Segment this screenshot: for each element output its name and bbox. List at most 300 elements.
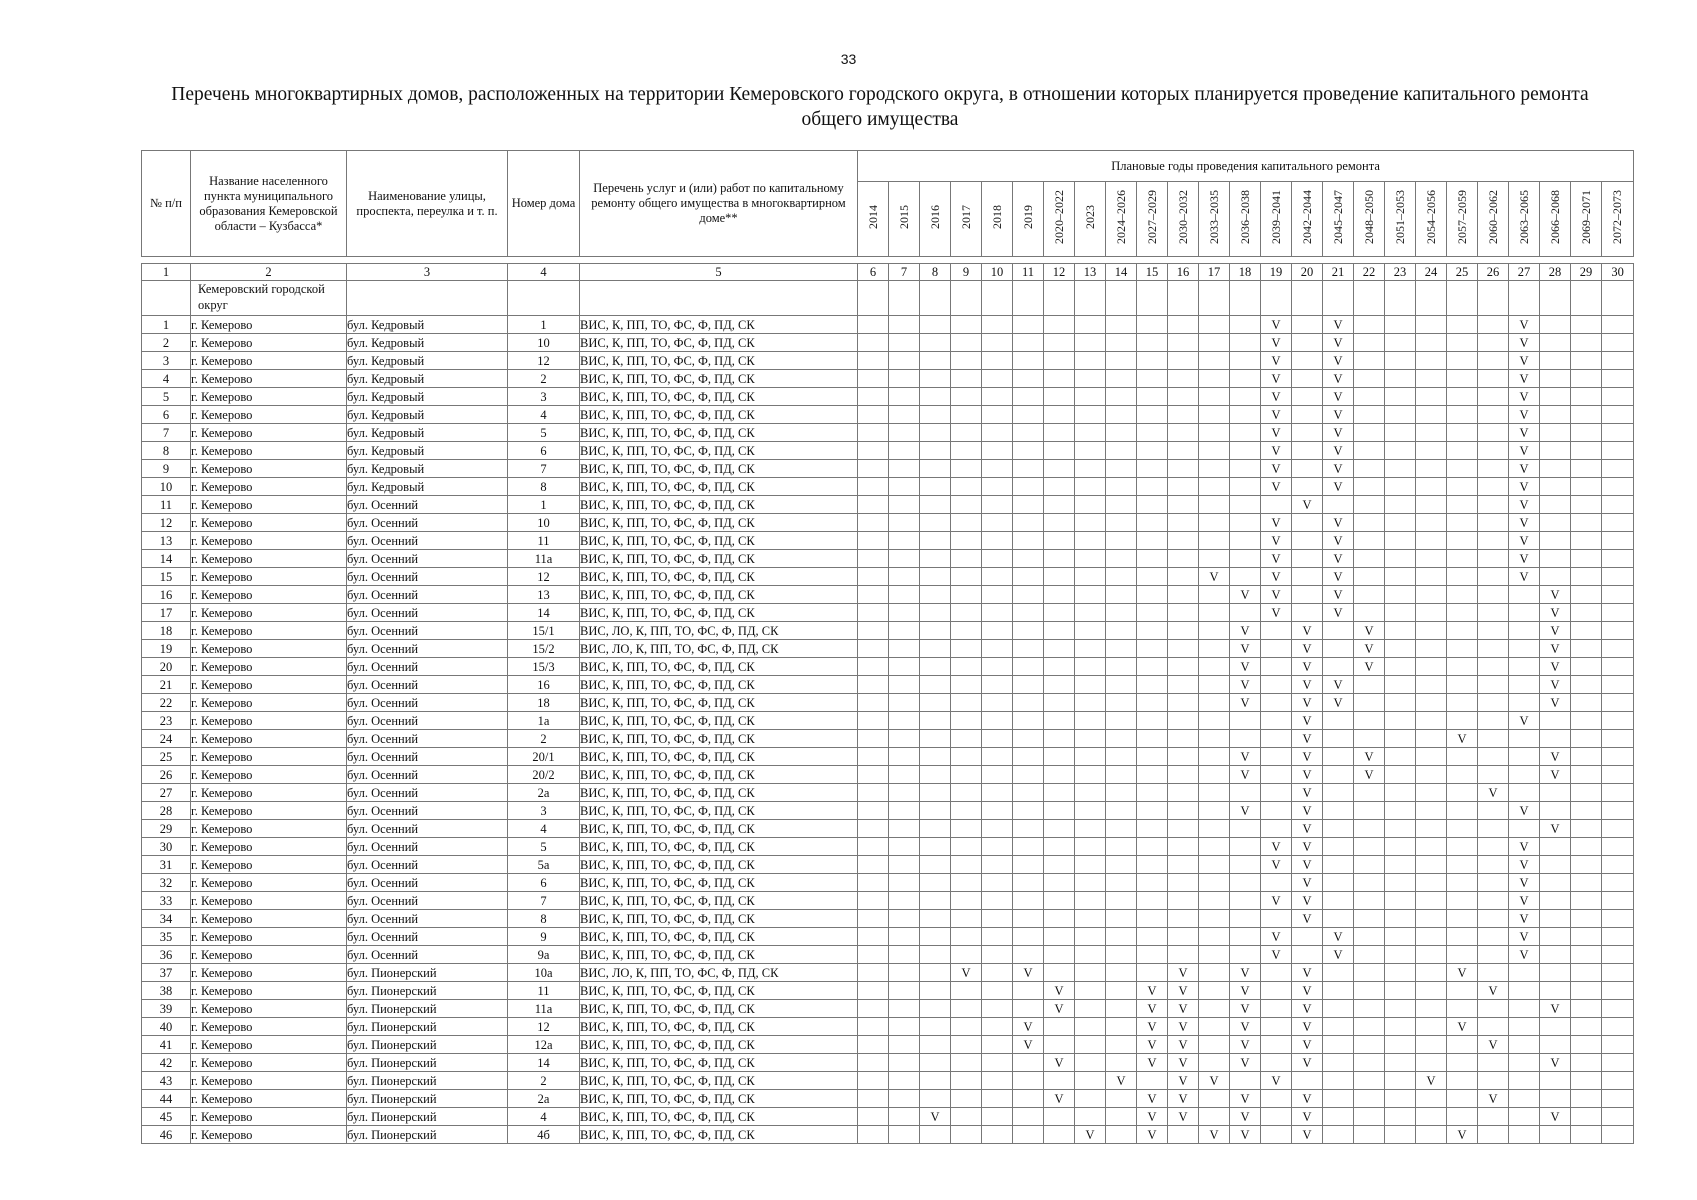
municipality-cell: г. Кемерово bbox=[191, 550, 347, 568]
house-number-cell: 6 bbox=[508, 874, 580, 892]
street-cell: бул. Пионерский bbox=[347, 1090, 508, 1108]
row-number: 16 bbox=[142, 586, 191, 604]
year-mark-cell bbox=[951, 532, 982, 550]
year-mark-cell bbox=[1137, 406, 1168, 424]
year-mark-cell bbox=[1571, 424, 1602, 442]
row-number: 42 bbox=[142, 1054, 191, 1072]
year-mark-cell: V bbox=[1323, 424, 1354, 442]
house-number-cell: 13 bbox=[508, 586, 580, 604]
year-mark-cell bbox=[1540, 910, 1571, 928]
municipality-cell: г. Кемерово bbox=[191, 802, 347, 820]
year-mark-cell bbox=[1106, 388, 1137, 406]
column-number: 1 bbox=[142, 264, 191, 281]
year-mark-cell bbox=[951, 1000, 982, 1018]
year-mark-cell bbox=[889, 874, 920, 892]
house-number-cell: 15/3 bbox=[508, 658, 580, 676]
year-mark-cell: V bbox=[1137, 982, 1168, 1000]
year-mark-cell bbox=[1199, 550, 1230, 568]
year-mark-cell: V bbox=[1292, 622, 1323, 640]
municipality-cell: г. Кемерово bbox=[191, 316, 347, 334]
year-mark-cell bbox=[1385, 586, 1416, 604]
municipality-cell: г. Кемерово bbox=[191, 622, 347, 640]
year-mark-cell bbox=[1013, 820, 1044, 838]
year-mark-cell bbox=[889, 1018, 920, 1036]
year-mark-cell bbox=[1044, 874, 1075, 892]
year-mark-cell bbox=[982, 946, 1013, 964]
year-mark-cell: V bbox=[1230, 982, 1261, 1000]
year-mark-cell bbox=[1013, 748, 1044, 766]
works-cell: ВИС, К, ПП, ТО, ФС, Ф, ПД, СК bbox=[580, 1054, 858, 1072]
year-mark-cell bbox=[920, 766, 951, 784]
year-mark-cell bbox=[1416, 892, 1447, 910]
year-mark-cell bbox=[1075, 388, 1106, 406]
year-mark-cell bbox=[1385, 550, 1416, 568]
column-number: 25 bbox=[1447, 264, 1478, 281]
year-mark-cell: V bbox=[1323, 946, 1354, 964]
year-mark-cell bbox=[1199, 1000, 1230, 1018]
year-mark-cell bbox=[1447, 874, 1478, 892]
year-mark-cell bbox=[1385, 1054, 1416, 1072]
year-mark-cell bbox=[1354, 946, 1385, 964]
year-label: 2039–2041 bbox=[1268, 190, 1283, 244]
year-mark-cell bbox=[1571, 748, 1602, 766]
year-mark-cell bbox=[1013, 712, 1044, 730]
year-mark-cell bbox=[1478, 910, 1509, 928]
year-mark-cell bbox=[1230, 874, 1261, 892]
year-mark-cell bbox=[1261, 1018, 1292, 1036]
year-mark-cell: V bbox=[1261, 388, 1292, 406]
year-mark-cell bbox=[1416, 838, 1447, 856]
year-mark-cell bbox=[982, 874, 1013, 892]
year-mark-cell bbox=[1013, 676, 1044, 694]
year-mark-cell bbox=[1323, 802, 1354, 820]
year-mark-cell bbox=[1106, 802, 1137, 820]
year-mark-cell bbox=[1137, 1072, 1168, 1090]
year-mark-cell bbox=[1478, 496, 1509, 514]
year-mark-cell bbox=[951, 784, 982, 802]
year-mark-cell bbox=[1168, 406, 1199, 424]
year-mark-cell bbox=[1106, 604, 1137, 622]
year-mark-cell bbox=[1571, 802, 1602, 820]
year-mark-cell: V bbox=[1540, 766, 1571, 784]
year-mark-cell bbox=[1261, 1036, 1292, 1054]
year-mark-cell bbox=[982, 838, 1013, 856]
year-mark-cell bbox=[1354, 784, 1385, 802]
year-mark-cell bbox=[1447, 568, 1478, 586]
column-number: 14 bbox=[1106, 264, 1137, 281]
year-mark-cell bbox=[1602, 784, 1634, 802]
year-mark-cell: V bbox=[1013, 1036, 1044, 1054]
year-mark-cell bbox=[1540, 334, 1571, 352]
year-mark-cell bbox=[1416, 964, 1447, 982]
year-mark-cell bbox=[1478, 514, 1509, 532]
year-mark-cell bbox=[1354, 1090, 1385, 1108]
year-mark-cell bbox=[1168, 748, 1199, 766]
street-cell: бул. Осенний bbox=[347, 910, 508, 928]
year-mark-cell bbox=[920, 352, 951, 370]
year-mark-cell bbox=[982, 928, 1013, 946]
row-number: 37 bbox=[142, 964, 191, 982]
year-mark-cell bbox=[1044, 514, 1075, 532]
year-mark-cell bbox=[1571, 658, 1602, 676]
year-mark-cell bbox=[1571, 334, 1602, 352]
year-mark-cell bbox=[1323, 820, 1354, 838]
year-mark-cell bbox=[982, 442, 1013, 460]
year-mark-cell bbox=[1416, 370, 1447, 388]
year-mark-cell bbox=[1106, 856, 1137, 874]
year-mark-cell bbox=[1540, 478, 1571, 496]
year-mark-cell bbox=[1602, 1072, 1634, 1090]
year-mark-cell bbox=[1137, 928, 1168, 946]
municipality-cell: г. Кемерово bbox=[191, 640, 347, 658]
year-mark-cell bbox=[1013, 1072, 1044, 1090]
year-mark-cell bbox=[1168, 388, 1199, 406]
table-row bbox=[142, 766, 1634, 784]
street-cell: бул. Кедровый bbox=[347, 460, 508, 478]
row-number: 31 bbox=[142, 856, 191, 874]
year-mark-cell bbox=[858, 478, 889, 496]
year-mark-cell bbox=[920, 748, 951, 766]
year-mark-cell bbox=[1602, 712, 1634, 730]
year-mark-cell: V bbox=[1230, 1090, 1261, 1108]
year-mark-cell bbox=[1075, 784, 1106, 802]
year-mark-cell bbox=[1075, 910, 1106, 928]
year-mark-cell bbox=[1478, 766, 1509, 784]
year-mark-cell bbox=[1385, 784, 1416, 802]
year-mark-cell bbox=[1447, 712, 1478, 730]
works-cell: ВИС, К, ПП, ТО, ФС, Ф, ПД, СК bbox=[580, 892, 858, 910]
works-cell: ВИС, К, ПП, ТО, ФС, Ф, ПД, СК bbox=[580, 478, 858, 496]
year-mark-cell bbox=[1137, 604, 1168, 622]
year-mark-cell bbox=[1509, 748, 1540, 766]
year-mark-cell: V bbox=[1044, 1000, 1075, 1018]
year-mark-cell bbox=[1540, 460, 1571, 478]
year-mark-cell: V bbox=[1292, 1108, 1323, 1126]
year-mark-cell bbox=[858, 964, 889, 982]
row-number: 2 bbox=[142, 334, 191, 352]
row-number: 10 bbox=[142, 478, 191, 496]
year-mark-cell: V bbox=[1261, 892, 1292, 910]
year-mark-cell: V bbox=[1323, 334, 1354, 352]
year-mark-cell bbox=[1571, 1072, 1602, 1090]
street-cell: бул. Осенний bbox=[347, 568, 508, 586]
year-mark-cell bbox=[1385, 838, 1416, 856]
year-mark-cell bbox=[889, 1126, 920, 1144]
year-mark-cell bbox=[858, 874, 889, 892]
year-mark-cell bbox=[1354, 982, 1385, 1000]
year-mark-cell bbox=[1106, 730, 1137, 748]
street-cell: бул. Пионерский bbox=[347, 1018, 508, 1036]
year-mark-cell bbox=[1106, 694, 1137, 712]
year-mark-cell bbox=[920, 334, 951, 352]
year-header bbox=[1478, 182, 1509, 257]
year-mark-cell bbox=[1385, 802, 1416, 820]
year-mark-cell bbox=[1292, 442, 1323, 460]
year-mark-cell bbox=[1106, 1036, 1137, 1054]
year-mark-cell: V bbox=[1261, 928, 1292, 946]
municipality-cell: г. Кемерово bbox=[191, 838, 347, 856]
year-mark-cell: V bbox=[1509, 712, 1540, 730]
row-number: 36 bbox=[142, 946, 191, 964]
row-number: 32 bbox=[142, 874, 191, 892]
year-mark-cell bbox=[1416, 802, 1447, 820]
year-mark-cell bbox=[1540, 892, 1571, 910]
year-mark-cell bbox=[1261, 874, 1292, 892]
year-mark-cell bbox=[1199, 730, 1230, 748]
year-mark-cell: V bbox=[1230, 622, 1261, 640]
year-mark-cell: V bbox=[1137, 1018, 1168, 1036]
year-mark-cell bbox=[1602, 694, 1634, 712]
year-mark-cell bbox=[1199, 1090, 1230, 1108]
year-mark-cell: V bbox=[1540, 694, 1571, 712]
year-mark-cell bbox=[1075, 730, 1106, 748]
year-mark-cell: V bbox=[1540, 820, 1571, 838]
year-mark-cell bbox=[889, 1000, 920, 1018]
year-mark-cell bbox=[1261, 496, 1292, 514]
year-mark-cell bbox=[1447, 658, 1478, 676]
year-mark-cell bbox=[1075, 874, 1106, 892]
year-header bbox=[889, 182, 920, 257]
year-mark-cell: V bbox=[1323, 406, 1354, 424]
year-mark-cell bbox=[1013, 388, 1044, 406]
year-mark-cell bbox=[1540, 856, 1571, 874]
year-header bbox=[1354, 182, 1385, 257]
house-number-cell: 20/1 bbox=[508, 748, 580, 766]
year-mark-cell bbox=[920, 622, 951, 640]
year-mark-cell: V bbox=[1230, 1126, 1261, 1144]
year-mark-cell: V bbox=[1106, 1072, 1137, 1090]
year-mark-cell bbox=[1385, 532, 1416, 550]
house-number-cell: 15/2 bbox=[508, 640, 580, 658]
year-mark-cell bbox=[1509, 1018, 1540, 1036]
column-number: 9 bbox=[951, 264, 982, 281]
year-mark-cell bbox=[1044, 892, 1075, 910]
year-mark-cell bbox=[1540, 532, 1571, 550]
table-row bbox=[142, 838, 1634, 856]
year-mark-cell bbox=[1168, 856, 1199, 874]
year-mark-cell bbox=[1075, 712, 1106, 730]
year-mark-cell bbox=[1385, 1126, 1416, 1144]
municipality-cell: г. Кемерово bbox=[191, 1054, 347, 1072]
works-cell: ВИС, К, ПП, ТО, ФС, Ф, ПД, СК bbox=[580, 1000, 858, 1018]
year-mark-cell: V bbox=[1509, 514, 1540, 532]
year-mark-cell: V bbox=[1044, 1090, 1075, 1108]
year-mark-cell bbox=[1323, 838, 1354, 856]
year-mark-cell bbox=[1106, 946, 1137, 964]
year-mark-cell bbox=[1354, 532, 1385, 550]
row-number: 35 bbox=[142, 928, 191, 946]
year-mark-cell bbox=[1199, 982, 1230, 1000]
year-mark-cell bbox=[1199, 424, 1230, 442]
year-mark-cell bbox=[1385, 1072, 1416, 1090]
table-row bbox=[142, 982, 1634, 1000]
year-mark-cell bbox=[1075, 856, 1106, 874]
year-mark-cell bbox=[889, 532, 920, 550]
year-mark-cell bbox=[1199, 478, 1230, 496]
street-cell: бул. Осенний bbox=[347, 928, 508, 946]
year-mark-cell: V bbox=[1509, 532, 1540, 550]
year-mark-cell: V bbox=[1261, 334, 1292, 352]
year-mark-cell bbox=[1013, 316, 1044, 334]
street-cell: бул. Кедровый bbox=[347, 370, 508, 388]
year-mark-cell bbox=[1416, 1126, 1447, 1144]
table-row bbox=[142, 568, 1634, 586]
year-mark-cell bbox=[1199, 1108, 1230, 1126]
year-header bbox=[1168, 182, 1199, 257]
year-mark-cell bbox=[1199, 1036, 1230, 1054]
year-mark-cell bbox=[1075, 982, 1106, 1000]
year-mark-cell bbox=[1137, 478, 1168, 496]
year-mark-cell bbox=[1013, 640, 1044, 658]
row-number: 44 bbox=[142, 1090, 191, 1108]
year-mark-cell bbox=[1168, 730, 1199, 748]
year-mark-cell bbox=[1292, 334, 1323, 352]
row-number: 12 bbox=[142, 514, 191, 532]
year-mark-cell bbox=[1013, 604, 1044, 622]
year-mark-cell bbox=[951, 856, 982, 874]
house-number-cell: 10 bbox=[508, 514, 580, 532]
municipality-cell: г. Кемерово bbox=[191, 694, 347, 712]
year-mark-cell bbox=[1354, 676, 1385, 694]
year-mark-cell bbox=[1199, 532, 1230, 550]
year-mark-cell bbox=[1013, 856, 1044, 874]
year-mark-cell bbox=[982, 406, 1013, 424]
row-number: 40 bbox=[142, 1018, 191, 1036]
year-mark-cell: V bbox=[1013, 1018, 1044, 1036]
year-mark-cell bbox=[1013, 442, 1044, 460]
year-mark-cell: V bbox=[1261, 460, 1292, 478]
year-mark-cell bbox=[1137, 820, 1168, 838]
year-header bbox=[1602, 182, 1634, 257]
year-mark-cell bbox=[1354, 334, 1385, 352]
year-mark-cell bbox=[1075, 550, 1106, 568]
year-mark-cell bbox=[982, 1108, 1013, 1126]
year-mark-cell bbox=[1571, 406, 1602, 424]
year-mark-cell bbox=[1230, 370, 1261, 388]
year-mark-cell bbox=[982, 388, 1013, 406]
year-mark-cell bbox=[1292, 478, 1323, 496]
year-mark-cell bbox=[1292, 928, 1323, 946]
year-mark-cell bbox=[1354, 514, 1385, 532]
year-mark-cell bbox=[858, 1072, 889, 1090]
year-mark-cell bbox=[1447, 460, 1478, 478]
year-mark-cell bbox=[1416, 514, 1447, 532]
year-mark-cell bbox=[1199, 946, 1230, 964]
year-mark-cell bbox=[1447, 1000, 1478, 1018]
year-mark-cell bbox=[1106, 478, 1137, 496]
year-mark-cell bbox=[1292, 460, 1323, 478]
year-mark-cell bbox=[1447, 316, 1478, 334]
row-number: 5 bbox=[142, 388, 191, 406]
year-mark-cell bbox=[1075, 1108, 1106, 1126]
year-mark-cell bbox=[1075, 802, 1106, 820]
year-mark-cell: V bbox=[1168, 982, 1199, 1000]
year-mark-cell bbox=[1571, 784, 1602, 802]
year-mark-cell: V bbox=[1323, 928, 1354, 946]
year-mark-cell bbox=[858, 406, 889, 424]
year-mark-cell bbox=[1013, 892, 1044, 910]
column-number: 17 bbox=[1199, 264, 1230, 281]
year-mark-cell bbox=[1385, 514, 1416, 532]
year-mark-cell bbox=[1323, 496, 1354, 514]
year-mark-cell bbox=[982, 1036, 1013, 1054]
year-mark-cell bbox=[1199, 352, 1230, 370]
year-mark-cell: V bbox=[1509, 496, 1540, 514]
year-mark-cell: V bbox=[1447, 964, 1478, 982]
year-mark-cell bbox=[982, 802, 1013, 820]
year-mark-cell bbox=[1354, 604, 1385, 622]
year-mark-cell: V bbox=[1230, 748, 1261, 766]
year-mark-cell bbox=[889, 514, 920, 532]
house-number-cell: 3 bbox=[508, 802, 580, 820]
year-mark-cell bbox=[858, 658, 889, 676]
year-mark-cell bbox=[1602, 982, 1634, 1000]
year-mark-cell: V bbox=[1478, 784, 1509, 802]
column-number: 29 bbox=[1571, 264, 1602, 281]
year-mark-cell bbox=[1385, 1018, 1416, 1036]
year-mark-cell bbox=[1323, 622, 1354, 640]
year-mark-cell bbox=[1509, 784, 1540, 802]
year-mark-cell bbox=[1478, 1126, 1509, 1144]
year-mark-cell bbox=[951, 928, 982, 946]
column-number: 16 bbox=[1168, 264, 1199, 281]
house-number-cell: 8 bbox=[508, 478, 580, 496]
year-mark-cell: V bbox=[1292, 766, 1323, 784]
year-mark-cell bbox=[1075, 946, 1106, 964]
table-row bbox=[142, 1108, 1634, 1126]
year-mark-cell bbox=[1478, 370, 1509, 388]
year-mark-cell bbox=[1478, 388, 1509, 406]
year-mark-cell bbox=[951, 1126, 982, 1144]
year-mark-cell bbox=[889, 730, 920, 748]
year-mark-cell bbox=[1168, 820, 1199, 838]
year-mark-cell bbox=[1416, 748, 1447, 766]
year-mark-cell bbox=[1137, 424, 1168, 442]
year-mark-cell bbox=[889, 838, 920, 856]
year-mark-cell bbox=[1292, 406, 1323, 424]
house-rows bbox=[142, 316, 1634, 1144]
year-mark-cell bbox=[1044, 802, 1075, 820]
works-cell: ВИС, К, ПП, ТО, ФС, Ф, ПД, СК bbox=[580, 874, 858, 892]
year-mark-cell bbox=[1230, 352, 1261, 370]
table-row bbox=[142, 928, 1634, 946]
year-mark-cell bbox=[1106, 568, 1137, 586]
year-mark-cell bbox=[1602, 568, 1634, 586]
year-mark-cell bbox=[1447, 514, 1478, 532]
year-mark-cell bbox=[1106, 1090, 1137, 1108]
year-mark-cell bbox=[982, 640, 1013, 658]
year-mark-cell bbox=[1416, 352, 1447, 370]
row-number: 39 bbox=[142, 1000, 191, 1018]
year-mark-cell bbox=[1478, 586, 1509, 604]
header-spacer bbox=[142, 257, 1634, 264]
year-mark-cell: V bbox=[1509, 442, 1540, 460]
year-mark-cell bbox=[1106, 1108, 1137, 1126]
year-mark-cell bbox=[982, 658, 1013, 676]
year-mark-cell bbox=[1478, 334, 1509, 352]
year-mark-cell: V bbox=[1478, 982, 1509, 1000]
year-mark-cell bbox=[951, 622, 982, 640]
year-mark-cell bbox=[1385, 622, 1416, 640]
year-mark-cell bbox=[1478, 1072, 1509, 1090]
year-mark-cell: V bbox=[1509, 370, 1540, 388]
year-mark-cell bbox=[858, 946, 889, 964]
year-mark-cell bbox=[1199, 928, 1230, 946]
year-header bbox=[1509, 182, 1540, 257]
year-mark-cell bbox=[1199, 604, 1230, 622]
municipality-cell: г. Кемерово bbox=[191, 1000, 347, 1018]
year-mark-cell: V bbox=[1292, 910, 1323, 928]
